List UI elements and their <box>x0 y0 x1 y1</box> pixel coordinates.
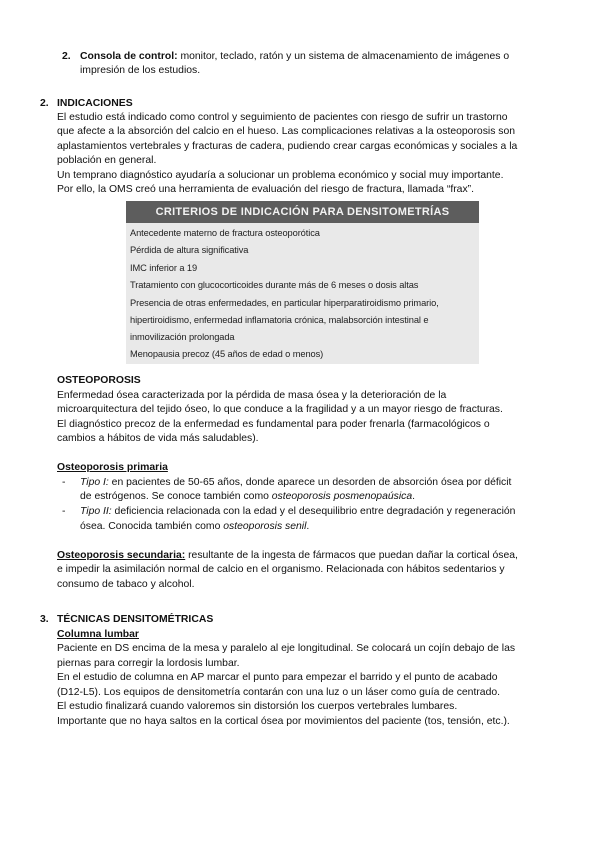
section-number: 2. <box>40 98 49 109</box>
criteria-row: Menopausia precoz (45 años de edad o menos) <box>130 349 324 359</box>
term-label: Consola de control: <box>80 51 178 62</box>
text-line: Paciente en DS encima de la mesa y paralelo al eje longitudinal. Se colocará un cojín debajo de las <box>57 643 516 654</box>
text-line: impresión de los estudios. <box>80 65 201 76</box>
text-line <box>80 490 415 503</box>
text-span: resultante de la ingesta de fármacos que puedan dañar la cortical ósea, <box>185 550 518 561</box>
term-italic: osteoporosis posmenopaúsica <box>271 491 413 502</box>
criteria-row: IMC inferior a 19 <box>130 263 198 273</box>
criteria-table <box>126 201 479 364</box>
text-line: piernas para corregir la lordosis lumbar. <box>57 658 240 669</box>
text-span: . <box>306 521 310 532</box>
text-line: consumo de tabaco y alcohol. <box>57 579 195 590</box>
list-item-consola <box>80 50 509 63</box>
bullet-item-tipo2 <box>80 505 515 518</box>
text-line: Enfermedad ósea caracterizada por la pérdida de masa ósea y la deterioración de la <box>57 390 447 401</box>
criteria-row: hipertiroidismo, enfermedad inflamatoria crónica, malabsorción intestinal e <box>130 315 429 325</box>
subsection-heading: Columna lumbar <box>57 629 139 640</box>
text-line: población en general. <box>57 155 157 166</box>
criteria-row: Antecedente materno de fractura osteoporótica <box>130 228 320 238</box>
bullet-dash: - <box>62 506 66 517</box>
text-line: Un temprano diagnóstico ayudaría a solucionar un problema económico y social muy importante. <box>57 170 504 181</box>
tipo-text: deficiencia relacionada con la edad y el desequilibrio entre degradación y regeneración <box>111 506 516 517</box>
criteria-row: inmovilización prolongada <box>130 332 235 342</box>
text-line: cambios a hábitos de vida más saludables). <box>57 433 259 444</box>
list-number: 2. <box>62 51 71 62</box>
text-span: de estrógenos. Se conoce también como <box>80 491 272 502</box>
text-line <box>80 520 309 533</box>
section-heading: INDICACIONES <box>57 98 133 109</box>
tipo-label: Tipo II: <box>80 506 112 517</box>
text-line: En el estudio de columna en AP marcar el punto para empezar el barrido y el punto de acabado <box>57 672 498 683</box>
text-line: Importante que no haya saltos en la cortical ósea por movimientos del paciente (tos, tensión, etc.). <box>57 716 510 727</box>
section-heading: OSTEOPOROSIS <box>57 375 141 386</box>
term-italic: osteoporosis senil <box>223 521 307 532</box>
criteria-row: Presencia de otras enfermedades, en particular hiperparatiroidismo primario, <box>130 298 439 308</box>
criteria-table-title: CRITERIOS DE INDICACIÓN PARA DENSITOMETRÍAS <box>126 201 479 223</box>
text-line: aplastamientos vertebrales y fracturas de cadera, pudiendo crear cargas económicas y sociales a la <box>57 141 518 152</box>
bullet-item-tipo1 <box>80 476 511 489</box>
secundaria-paragraph <box>57 549 518 562</box>
section-heading: TÉCNICAS DENSITOMÉTRICAS <box>57 614 214 625</box>
term-text: monitor, teclado, ratón y un sistema de almacenamiento de imágenes o <box>180 51 510 62</box>
subsection-heading: Osteoporosis primaria <box>57 462 168 473</box>
text-line: que afecte a la absorción del calcio en el hueso. Las complicaciones relativas a la osteoporosis son <box>57 126 516 137</box>
text-line: (D12-L5). Los equipos de densitometría contarán con una luz o un láser como guía de centrado. <box>57 687 501 698</box>
tipo-label: Tipo I: <box>80 477 109 488</box>
tipo-text: en pacientes de 50-65 años, donde aparece un desorden de absorción ósea por déficit <box>108 477 512 488</box>
criteria-row: Tratamiento con glucocorticoides durante más de 6 meses o dosis altas <box>130 280 419 290</box>
text-line: El diagnóstico precoz de la enfermedad es fundamental para poder frenarla (farmacológicos o <box>57 419 490 430</box>
text-line: El estudio finalizará cuando valoremos sin distorsión los cuerpos vertebrales lumbares. <box>57 701 458 712</box>
section-number: 3. <box>40 614 49 625</box>
subsection-heading: Osteoporosis secundaria: <box>57 550 186 561</box>
text-line: Por ello, la OMS creó una herramienta de evaluación del riesgo de fractura, llamada “frax”. <box>57 184 474 195</box>
criteria-row: Pérdida de altura significativa <box>130 245 249 255</box>
text-line: El estudio está indicado como control y seguimiento de pacientes con riesgo de sufrir un trastorno <box>57 112 508 123</box>
bullet-dash: - <box>62 477 66 488</box>
text-span: ósea. Conocida también como <box>80 521 224 532</box>
text-span: . <box>412 491 416 502</box>
text-line: e impedir la asimilación normal de calcio en el organismo. Relacionada con hábitos sedentarios y <box>57 564 505 575</box>
text-line: microarquitectura del tejido óseo, lo que conduce a la fragilidad y a un mayor riesgo de fracturas. <box>57 404 503 415</box>
